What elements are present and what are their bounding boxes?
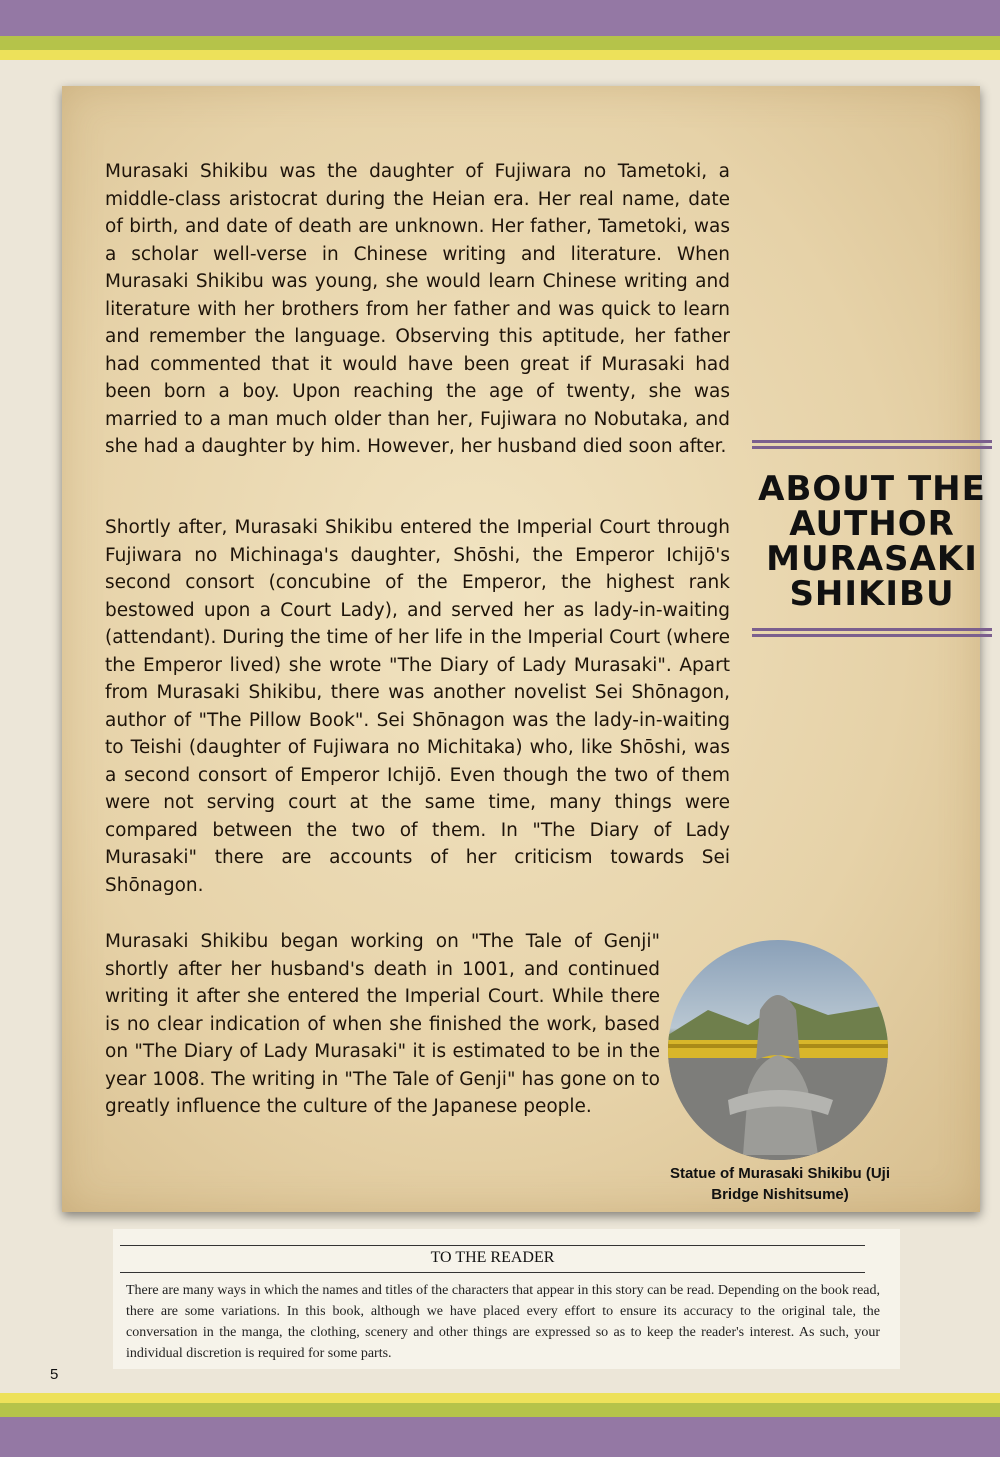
- article-paragraph-3: Murasaki Shikibu began working on "The Tale of Genji" shortly after her husband's death in 1001, and continued writing it after she entered the Imperial Court. While there is no clear indication of when she finished the work, based on "The Diary of Lady Murasaki" it is estimated to be in the year 1008. The writing in "The Tale of Genji" has gone on to greatly influence the culture of the Japanese people.: [105, 931, 660, 1117]
- reader-note-title: TO THE READER: [430, 1249, 555, 1266]
- article-paragraph-1: Murasaki Shikibu was the daughter of Fujiwara no Tametoki, a middle-class aristocrat during the Heian era. Her real name, date of birth, and date of death are unknown. Her father, Tametoki, was a scholar well-verse in Chinese writing and literature. When Murasaki Shikibu was young, she would learn Chinese writing and literature with her brothers from her father and was quick to learn and remember the language. Observing this aptitude, her father had commented that it would have been great if Murasaki had been born a boy. Upon reaching the age of twenty, she was married to a man much older than her, Fujiwara no Nobutaka, and she had a daughter by him. However, her husband died soon after.: [105, 161, 730, 457]
- statue-illustration: [668, 940, 888, 1160]
- page-number: 5: [50, 1366, 59, 1383]
- reader-note-text: There are many ways in which the names and titles of the characters that appear in this story can be read. Depending on the book read, there are some variations. In this book, although we have placed every effort to ensure its accuracy to the original tale, the conversation in the manga, the clothing, scenery and other things are expressed so as to keep the reader's interest. As such, your individual discretion is required for some parts.: [126, 1283, 880, 1361]
- top-yellow-band: [0, 50, 1000, 60]
- top-green-band: [0, 36, 1000, 50]
- reader-rule-bottom: [120, 1272, 865, 1273]
- bottom-green-band: [0, 1403, 1000, 1417]
- statue-photo: [668, 940, 888, 1160]
- bottom-yellow-band: [0, 1393, 1000, 1403]
- title-rule-bottom: [752, 628, 992, 642]
- article-paragraph-2: Shortly after, Murasaki Shikibu entered the Imperial Court through Fujiwara no Michinaga's daughter, Shōshi, the Emperor Ichijō's second consort (concubine of the Emperor, the highest rank bestowed upon a Court Lady), and served her as lady-in-waiting (attendant). During the time of her life in the Imperial Court (where the Emperor lived) she wrote "The Diary of Lady Murasaki". Apart from Murasaki Shikibu, there was another novelist Sei Shōnagon, author of "The Pillow Book". Sei Shōnagon was the lady-in-waiting to Teishi (daughter of Fujiwara no Michitaka) who, like Shōshi, was a second consort of Emperor Ichijō. Even though the two of them were not serving court at the same time, many things were compared between the two of them. In "The Diary of Lady Murasaki" there are accounts of her criticism towards Sei Shōnagon.: [105, 517, 730, 896]
- top-purple-band: [0, 0, 1000, 36]
- bottom-purple-band: [0, 1417, 1000, 1457]
- reader-rule-top: [120, 1245, 865, 1246]
- photo-caption: Statue of Murasaki Shikibu (Uji Bridge Nishitsume): [669, 1165, 891, 1203]
- about-author-title: ABOUT THE AUTHOR MURASAKI SHIKIBU: [758, 469, 986, 614]
- title-rule-top: [752, 440, 992, 454]
